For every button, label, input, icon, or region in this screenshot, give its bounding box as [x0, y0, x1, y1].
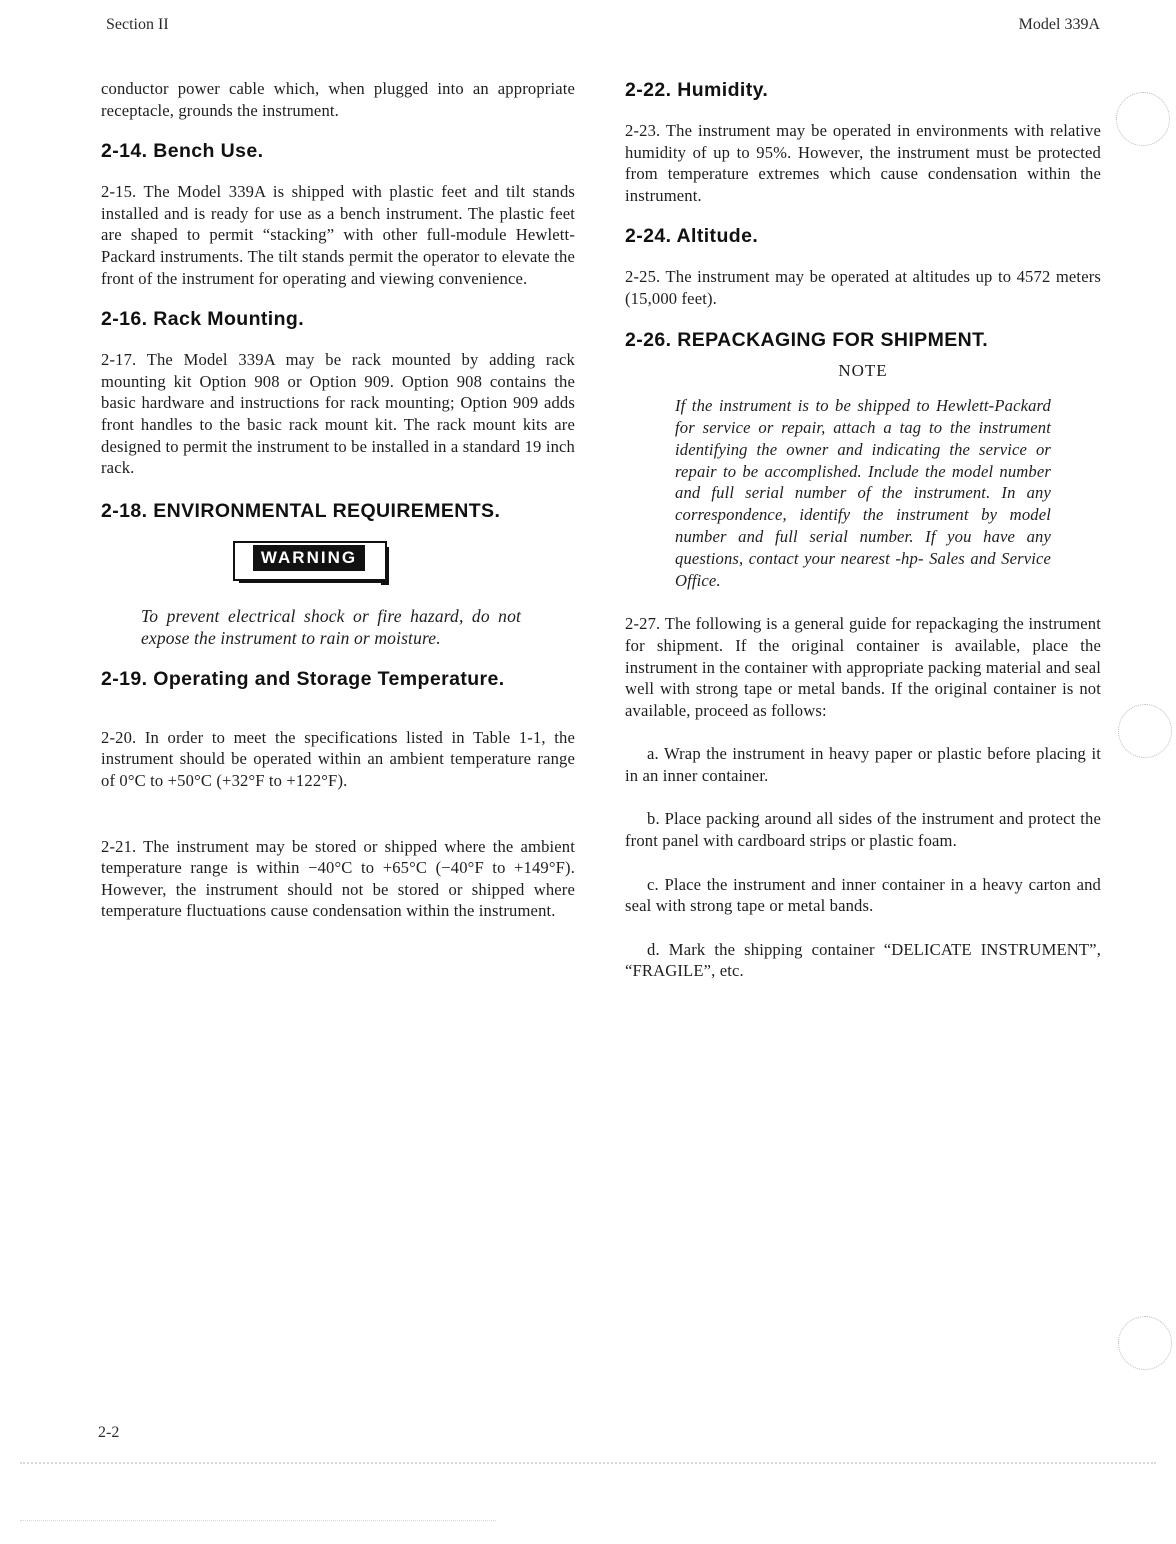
- heading-bench-use: 2-14. Bench Use.: [101, 140, 264, 163]
- left-column: [101, 78, 575, 922]
- step-a: a. Wrap the instrument in heavy paper or plastic before placing it in an inner container.: [625, 744, 1101, 785]
- punch-hole-middle: [1118, 704, 1172, 758]
- paragraph-2-23: 2-23. The instrument may be operated in environments with relative humidity of up to 95%. However, the instrument must be protected from temperature extremes which cause condensation within the instrument.: [625, 121, 1101, 205]
- heading-operating-storage-temperature: 2-19. Operating and Storage Temperature.: [101, 667, 505, 690]
- heading-rack-mounting: 2-16. Rack Mounting.: [101, 308, 305, 331]
- step-c: c. Place the instrument and inner container in a heavy carton and seal with strong tape or metal bands.: [625, 874, 1101, 916]
- page-number: 2-2: [98, 1424, 120, 1441]
- paragraph-2-20: 2-20. In order to meet the specifications listed in Table 1-1, the instrument should be operated within an ambient temperature range of 0°C to +50°C (+32°F to +122°F).: [101, 727, 575, 790]
- section-label: Section II: [106, 16, 169, 33]
- paragraph-2-25: 2-25. The instrument may be operated at altitudes up to 4572 meters (15,000 feet).: [625, 267, 1101, 308]
- model-label: Model 339A: [1018, 16, 1100, 33]
- step-b: b. Place packing around all sides of the instrument and protect the front panel with cardboard strips or plastic foam.: [625, 809, 1101, 851]
- punch-hole-top: [1116, 92, 1170, 146]
- heading-environmental-requirements: 2-18. ENVIRONMENTAL REQUIREMENTS.: [101, 499, 501, 522]
- paragraph-2-17: 2-17. The Model 339A may be rack mounted by adding rack mounting kit Option 908 or Option 909. Option 908 contains the basic hardware and instructions for rack mounting; Option 909 adds front handles to the basic rack mount kit. The rack mount kits are designed to permit the instrument to be installed in a standard 19 inch rack.: [101, 350, 575, 478]
- heading-altitude: 2-24. Altitude.: [625, 225, 759, 248]
- paragraph-2-21: 2-21. The instrument may be stored or shipped where the ambient temperature range is within −40°C to +65°C (−40°F to +149°F). However, the instrument should not be stored or shipped where temperature fluctuations cause condensation within the instrument.: [101, 836, 575, 921]
- note-text: If the instrument is to be shipped to Hewlett-Packard for service or repair, attach a tag to the instrument identifying the owner and indicating the service or repair to be accomplished. Include the model number and full serial number of the instrument. In any correspondence, identify the instrument by model number and full serial number. If you have any questions, contact your nearest -hp- Sales and Service Office.: [675, 396, 1051, 590]
- paragraph-2-27: 2-27. The following is a general guide for repackaging the instrument for shipment. If the original container is available, place the instrument in the container with appropriate packing material and seal well with strong tape or metal bands. If the original container is not available, proceed as follows:: [625, 614, 1101, 720]
- scan-dotted-line-bottom: [20, 1520, 496, 1521]
- heading-repackaging: 2-26. REPACKAGING FOR SHIPMENT.: [625, 328, 989, 351]
- right-column: [625, 78, 1101, 982]
- paragraph-intro: conductor power cable which, when plugged into an appropriate receptacle, grounds the instrument.: [101, 79, 575, 120]
- warning-sign: [233, 541, 391, 585]
- punch-hole-bottom: [1118, 1316, 1172, 1370]
- paragraph-2-15: 2-15. The Model 339A is shipped with plastic feet and tilt stands installed and is ready for use as a bench instrument. The plastic feet are shaped to permit “stacking” with other full-module Hewlett-Packard instruments. The tilt stands permit the operator to elevate the front of the instrument for operating and viewing convenience.: [101, 182, 575, 288]
- warning-text: To prevent electrical shock or fire hazard, do not expose the instrument to rain or moisture.: [141, 605, 521, 648]
- heading-humidity: 2-22. Humidity.: [625, 79, 769, 101]
- warning-label: WARNING: [253, 545, 365, 571]
- note-title: NOTE: [838, 360, 888, 380]
- step-d: d. Mark the shipping container “DELICATE INSTRUMENT”, “FRAGILE”, etc.: [625, 939, 1101, 981]
- scan-dotted-line: [20, 1462, 1156, 1464]
